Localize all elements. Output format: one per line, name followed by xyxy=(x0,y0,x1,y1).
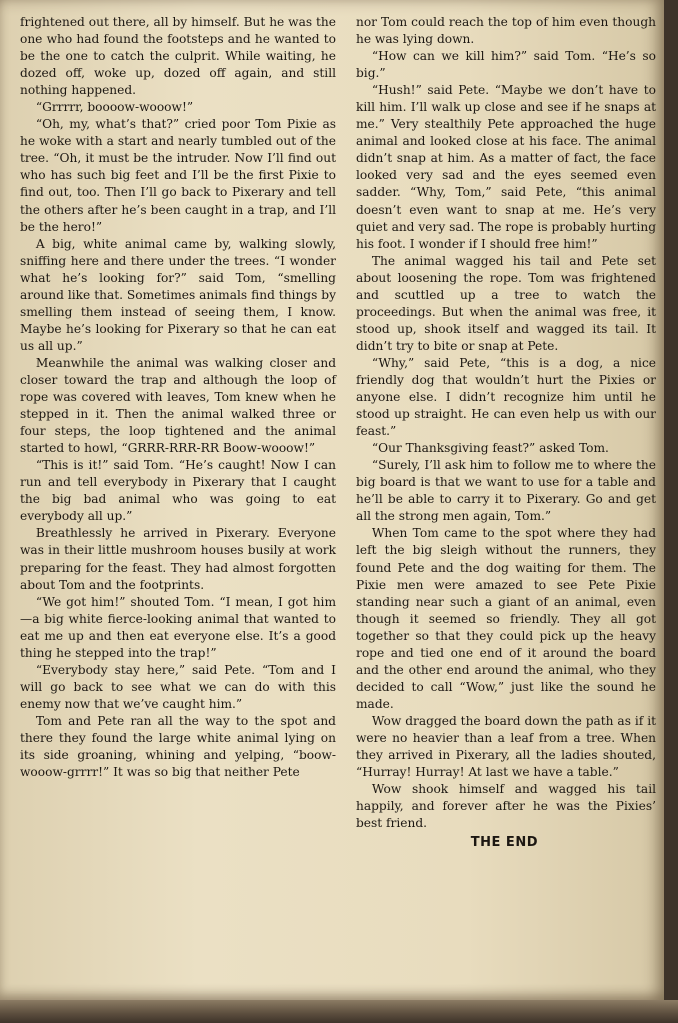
paragraph: Wow shook himself and wagged his tail happily, and forever after he was the Pixies’ best friend. xyxy=(356,782,656,831)
right-column xyxy=(356,14,656,851)
paragraph: Breathlessly he arrived in Pixerary. Everyone was in their little mushroom houses busily at work preparing for the feast. They had almost forgotten about Tom and the footprints. xyxy=(20,526,336,592)
paragraph: When Tom came to the spot where they had left the big sleigh without the runners, they found Pete and the dog waiting for them. The Pixie men were amazed to see Pete Pixie standing near such a giant of an animal, even though it seemed so friendly. They all got together so that they could pick up the heavy rope and tied one end of it around the board and the other end around the animal, who they decided to call “Wow,” just like the sound he made. xyxy=(356,526,656,711)
page-edge-shadow xyxy=(0,1000,678,1023)
paragraph: “Hush!” said Pete. “Maybe we don’t have to kill him. I’ll walk up close and see if he snaps at me.” Very stealthily Pete approached the huge animal and looked close at his face. The animal didn’t snap at him. As a matter of fact, the face looked very sad and the eyes seemed even sadder. “Why, Tom,” said Pete, “this animal doesn’t even want to snap at me. He’s very quiet and very sad. The rope is probably hurting his foot. I wonder if I should free him!” xyxy=(356,83,656,251)
paragraph: Meanwhile the animal was walking closer and closer toward the trap and although the loop of rope was covered with leaves, Tom knew when he stepped in it. Then the animal walked three or four steps, the loop tightened and the animal started to howl, “GRRR-RRR-RR Boow-wooow!” xyxy=(20,355,336,456)
paragraph: “Grrrrr, boooow-wooow!” xyxy=(35,100,194,115)
paragraph: nor Tom could reach the top of him even though he was lying down. xyxy=(356,15,656,47)
paragraph: “This is it!” said Tom. “He’s caught! Now I can run and tell everybody in Pixerary that I caught the big bad animal who was going to eat everybody all up.” xyxy=(20,458,336,524)
paragraph: “Why,” said Pete, “this is a dog, a nice friendly dog that wouldn’t hurt the Pixies or anyone else. I didn’t recognize him until he stood up straight. He can even help us with our feast.” xyxy=(356,355,656,439)
paragraph: “Everybody stay here,” said Pete. “Tom and I will go back to see what we can do with this enemy now that we’ve caught him.” xyxy=(20,662,336,711)
paragraph: A big, white animal came by, walking slowly, sniffing here and there under the trees. “I wonder what he’s looking for?” said Tom, “smelling around like that. Sometimes animals find things by smelling them instead of seeing them, I know. Maybe he’s looking for Pixerary so that he can eat us all up.” xyxy=(20,236,336,353)
paragraph: “Surely, I’ll ask him to follow me to where the big board is that we want to use for a table and he’ll be able to carry it to Pixerary. Go and get all the strong men again, Tom.” xyxy=(356,458,656,524)
the-end-label: THE END xyxy=(470,835,538,851)
paragraph: “How can we kill him?” said Tom. “He’s so big.” xyxy=(356,49,656,81)
paragraph: “Oh, my, what’s that?” cried poor Tom Pixie as he woke with a start and nearly tumbled out of the tree. “Oh, it must be the intruder. Now I’ll find out who has such big feet and I’ll be the first Pixie to find out, too. Then I’ll go back to Pixerary and tell the others after he’s been caught in a trap, and I’ll be the hero!” xyxy=(20,117,336,234)
paragraph: “Our Thanksgiving feast?” asked Tom. xyxy=(371,441,609,456)
paragraph: “We got him!” shouted Tom. “I mean, I got him—a big white fierce-looking animal that wanted to eat me up and then eat everyone else. It’s a good thing he stepped into the trap!” xyxy=(20,594,336,660)
paragraph: The animal wagged his tail and Pete set about loosening the rope. Tom was frightened and scuttled up a tree to watch the proceedings. But when the animal was free, it stood up, shook itself and wagged its tail. It didn’t try to bite or snap at Pete. xyxy=(356,253,656,353)
paragraph: Tom and Pete ran all the way to the spot and there they found the large white animal lying on its side groaning, whining and yelping, “boow-wooow-grrrr!” It was so big that neither Pete xyxy=(20,713,336,780)
paragraph: Wow dragged the board down the path as if it were no heavier than a leaf from a tree. When they arrived in Pixerary, all the ladies shouted, “Hurray! Hurray! At last we have a table.” xyxy=(356,713,656,780)
paragraph: frightened out there, all by himself. But he was the one who had found the footsteps and he wanted to be the one to catch the culprit. While waiting, he dozed off, woke up, dozed off again, and still nothing happened. xyxy=(20,15,336,98)
left-column xyxy=(20,14,336,781)
